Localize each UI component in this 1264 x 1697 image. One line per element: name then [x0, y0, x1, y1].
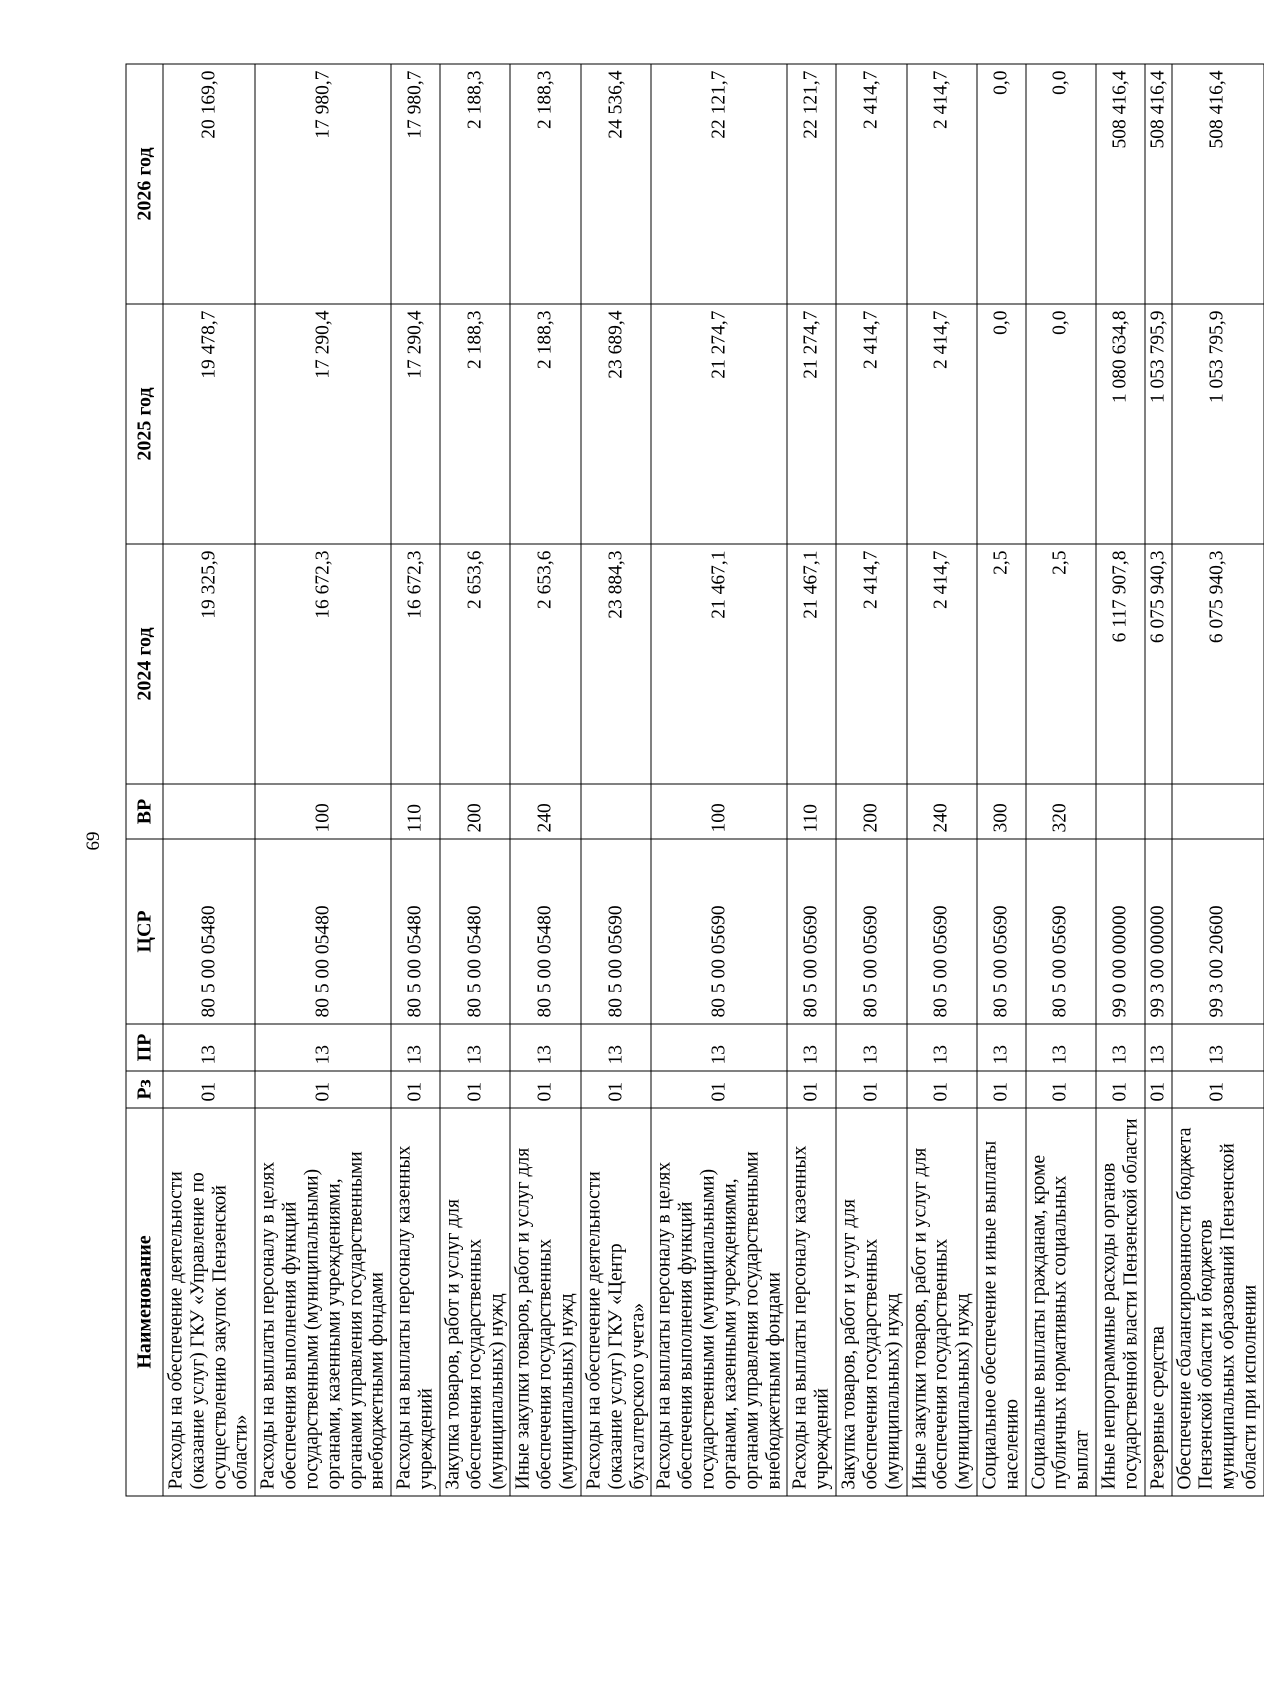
cell-pr: 13 [1096, 1024, 1145, 1071]
cell-csr: 99 0 00 00000 [1096, 839, 1145, 1024]
cell-2025: 0,0 [976, 304, 1025, 544]
table-row [787, 64, 836, 1496]
cell-rz: 01 [391, 1071, 440, 1108]
cell-pr: 13 [1171, 1024, 1263, 1071]
header-vr: ВР [126, 784, 163, 839]
cell-2024: 21 467,1 [787, 544, 836, 784]
cell-2024: 21 467,1 [651, 544, 787, 784]
cell-name: Закупка товаров, работ и услуг для обеспечения государственных (муниципальных) нужд [836, 1108, 906, 1496]
table-row [391, 64, 440, 1496]
cell-2025: 17 290,4 [391, 304, 440, 544]
cell-2025: 17 290,4 [255, 304, 391, 544]
cell-rz: 01 [163, 1071, 255, 1108]
cell-pr: 13 [651, 1024, 787, 1071]
cell-2025: 2 188,3 [510, 304, 580, 544]
cell-2026: 2 188,3 [439, 64, 509, 304]
cell-pr: 13 [1144, 1024, 1171, 1071]
cell-2024: 2 653,6 [439, 544, 509, 784]
cell-2026: 0,0 [1025, 64, 1095, 304]
cell-csr: 80 5 00 05690 [787, 839, 836, 1024]
cell-vr [1144, 784, 1171, 839]
cell-vr: 200 [836, 784, 906, 839]
cell-pr: 13 [391, 1024, 440, 1071]
cell-2026: 2 414,7 [836, 64, 906, 304]
cell-2025: 2 188,3 [439, 304, 509, 544]
cell-pr: 13 [163, 1024, 255, 1071]
cell-name: Расходы на выплаты персоналу в целях обеспечения выполнения функций государственными (муниципальными) органами, казенными учреждениями, органами управления государственными внебюджетными фондами [255, 1108, 391, 1496]
table-body [163, 64, 1264, 1496]
cell-rz: 01 [439, 1071, 509, 1108]
cell-2026: 17 980,7 [255, 64, 391, 304]
table-row [1025, 64, 1095, 1496]
cell-2026: 0,0 [976, 64, 1025, 304]
cell-vr [163, 784, 255, 839]
table-row [163, 64, 255, 1496]
cell-2026: 2 414,7 [906, 64, 976, 304]
cell-vr: 320 [1025, 784, 1095, 839]
cell-2026: 17 980,7 [391, 64, 440, 304]
table-row [510, 64, 580, 1496]
cell-vr: 240 [906, 784, 976, 839]
table-row [906, 64, 976, 1496]
cell-rz: 01 [580, 1071, 650, 1108]
cell-name: Иные непрограммные расходы органов государственной власти Пензенской области [1096, 1108, 1145, 1496]
cell-pr: 13 [439, 1024, 509, 1071]
cell-2024: 2,5 [1025, 544, 1095, 784]
cell-2024: 6 075 940,3 [1171, 544, 1263, 784]
cell-name: Обеспечение сбалансированности бюджета Пензенской области и бюджетов муниципальных образований Пензенской области при исполнении [1171, 1108, 1263, 1496]
cell-name: Расходы на обеспечение деятельности (оказание услуг) ГКУ «Управление по осуществлению закупок Пензенской области» [163, 1108, 255, 1496]
cell-csr: 80 5 00 05690 [651, 839, 787, 1024]
page-number: 69 [83, 831, 104, 851]
budget-table-container [125, 64, 1261, 1496]
cell-csr: 80 5 00 05480 [439, 839, 509, 1024]
cell-vr: 100 [255, 784, 391, 839]
cell-csr: 80 5 00 05690 [976, 839, 1025, 1024]
cell-2026: 2 188,3 [510, 64, 580, 304]
cell-2025: 1 053 795,9 [1171, 304, 1263, 544]
cell-2025: 1 053 795,9 [1144, 304, 1171, 544]
table-row [836, 64, 906, 1496]
cell-pr: 13 [255, 1024, 391, 1071]
header-2024: 2024 год [126, 544, 163, 784]
cell-2024: 23 884,3 [580, 544, 650, 784]
cell-rz: 01 [1144, 1071, 1171, 1108]
table-row [651, 64, 787, 1496]
table-row [1096, 64, 1145, 1496]
cell-rz: 01 [255, 1071, 391, 1108]
cell-name: Резервные средства [1144, 1108, 1171, 1496]
cell-rz: 01 [1096, 1071, 1145, 1108]
header-2026: 2026 год [126, 64, 163, 304]
table-row [1171, 64, 1263, 1496]
table-row [1144, 64, 1171, 1496]
cell-2024: 2 414,7 [906, 544, 976, 784]
cell-2025: 19 478,7 [163, 304, 255, 544]
cell-csr: 99 3 00 00000 [1144, 839, 1171, 1024]
header-csr: ЦСР [126, 839, 163, 1024]
cell-2024: 2 653,6 [510, 544, 580, 784]
table-header-row [126, 64, 163, 1496]
cell-vr: 110 [787, 784, 836, 839]
cell-vr [1096, 784, 1145, 839]
cell-csr: 80 5 00 05480 [255, 839, 391, 1024]
cell-2024: 2 414,7 [836, 544, 906, 784]
cell-vr: 100 [651, 784, 787, 839]
cell-2024: 16 672,3 [255, 544, 391, 784]
cell-name: Закупка товаров, работ и услуг для обеспечения государственных (муниципальных) нужд [439, 1108, 509, 1496]
cell-pr: 13 [787, 1024, 836, 1071]
cell-csr: 80 5 00 05480 [510, 839, 580, 1024]
cell-pr: 13 [906, 1024, 976, 1071]
cell-2026: 24 536,4 [580, 64, 650, 304]
cell-rz: 01 [651, 1071, 787, 1108]
cell-pr: 13 [580, 1024, 650, 1071]
table-row [439, 64, 509, 1496]
cell-2024: 6 075 940,3 [1144, 544, 1171, 784]
cell-csr: 80 5 00 05480 [391, 839, 440, 1024]
cell-2024: 6 117 907,8 [1096, 544, 1145, 784]
cell-vr: 300 [976, 784, 1025, 839]
cell-2026: 20 169,0 [163, 64, 255, 304]
cell-2025: 23 689,4 [580, 304, 650, 544]
cell-vr [1171, 784, 1263, 839]
budget-table [125, 63, 1264, 1496]
cell-vr: 200 [439, 784, 509, 839]
cell-2025: 1 080 634,8 [1096, 304, 1145, 544]
cell-pr: 13 [1025, 1024, 1095, 1071]
header-name: Наименование [126, 1108, 163, 1496]
cell-name: Расходы на выплаты персоналу казенных учреждений [391, 1108, 440, 1496]
cell-2026: 508 416,4 [1144, 64, 1171, 304]
cell-2025: 21 274,7 [651, 304, 787, 544]
cell-csr: 99 3 00 20600 [1171, 839, 1263, 1024]
cell-pr: 13 [836, 1024, 906, 1071]
cell-2025: 0,0 [1025, 304, 1095, 544]
cell-2026: 22 121,7 [787, 64, 836, 304]
cell-name: Расходы на выплаты персоналу казенных учреждений [787, 1108, 836, 1496]
cell-2025: 21 274,7 [787, 304, 836, 544]
cell-csr: 80 5 00 05480 [163, 839, 255, 1024]
cell-pr: 13 [976, 1024, 1025, 1071]
cell-2025: 2 414,7 [836, 304, 906, 544]
cell-2024: 16 672,3 [391, 544, 440, 784]
cell-2024: 19 325,9 [163, 544, 255, 784]
cell-rz: 01 [906, 1071, 976, 1108]
header-2025: 2025 год [126, 304, 163, 544]
cell-name: Иные закупки товаров, работ и услуг для обеспечения государственных (муниципальных) нужд [906, 1108, 976, 1496]
cell-rz: 01 [510, 1071, 580, 1108]
cell-pr: 13 [510, 1024, 580, 1071]
cell-name: Социальные выплаты гражданам, кроме публичных нормативных социальных выплат [1025, 1108, 1095, 1496]
cell-2026: 508 416,4 [1096, 64, 1145, 304]
table-row [976, 64, 1025, 1496]
cell-rz: 01 [1025, 1071, 1095, 1108]
budget-table-rotator [125, 64, 1261, 1496]
cell-2026: 508 416,4 [1171, 64, 1263, 304]
cell-name: Расходы на обеспечение деятельности (оказание услуг) ГКУ «Центр бухгалтерского учета» [580, 1108, 650, 1496]
cell-rz: 01 [787, 1071, 836, 1108]
cell-2025: 2 414,7 [906, 304, 976, 544]
cell-rz: 01 [976, 1071, 1025, 1108]
cell-rz: 01 [1171, 1071, 1263, 1108]
cell-vr [580, 784, 650, 839]
cell-2024: 2,5 [976, 544, 1025, 784]
header-rz: Рз [126, 1071, 163, 1108]
table-row [255, 64, 391, 1496]
cell-name: Иные закупки товаров, работ и услуг для обеспечения государственных (муниципальных) нужд [510, 1108, 580, 1496]
cell-vr: 240 [510, 784, 580, 839]
cell-2026: 22 121,7 [651, 64, 787, 304]
cell-rz: 01 [836, 1071, 906, 1108]
cell-name: Социальное обеспечение и иные выплаты населению [976, 1108, 1025, 1496]
cell-csr: 80 5 00 05690 [836, 839, 906, 1024]
table-row [580, 64, 650, 1496]
cell-vr: 110 [391, 784, 440, 839]
header-pr: ПР [126, 1024, 163, 1071]
cell-csr: 80 5 00 05690 [906, 839, 976, 1024]
cell-csr: 80 5 00 05690 [580, 839, 650, 1024]
cell-name: Расходы на выплаты персоналу в целях обеспечения выполнения функций государственными (муниципальными) органами, казенными учреждениями, органами управления государственными внебюджетными фондами [651, 1108, 787, 1496]
cell-csr: 80 5 00 05690 [1025, 839, 1095, 1024]
